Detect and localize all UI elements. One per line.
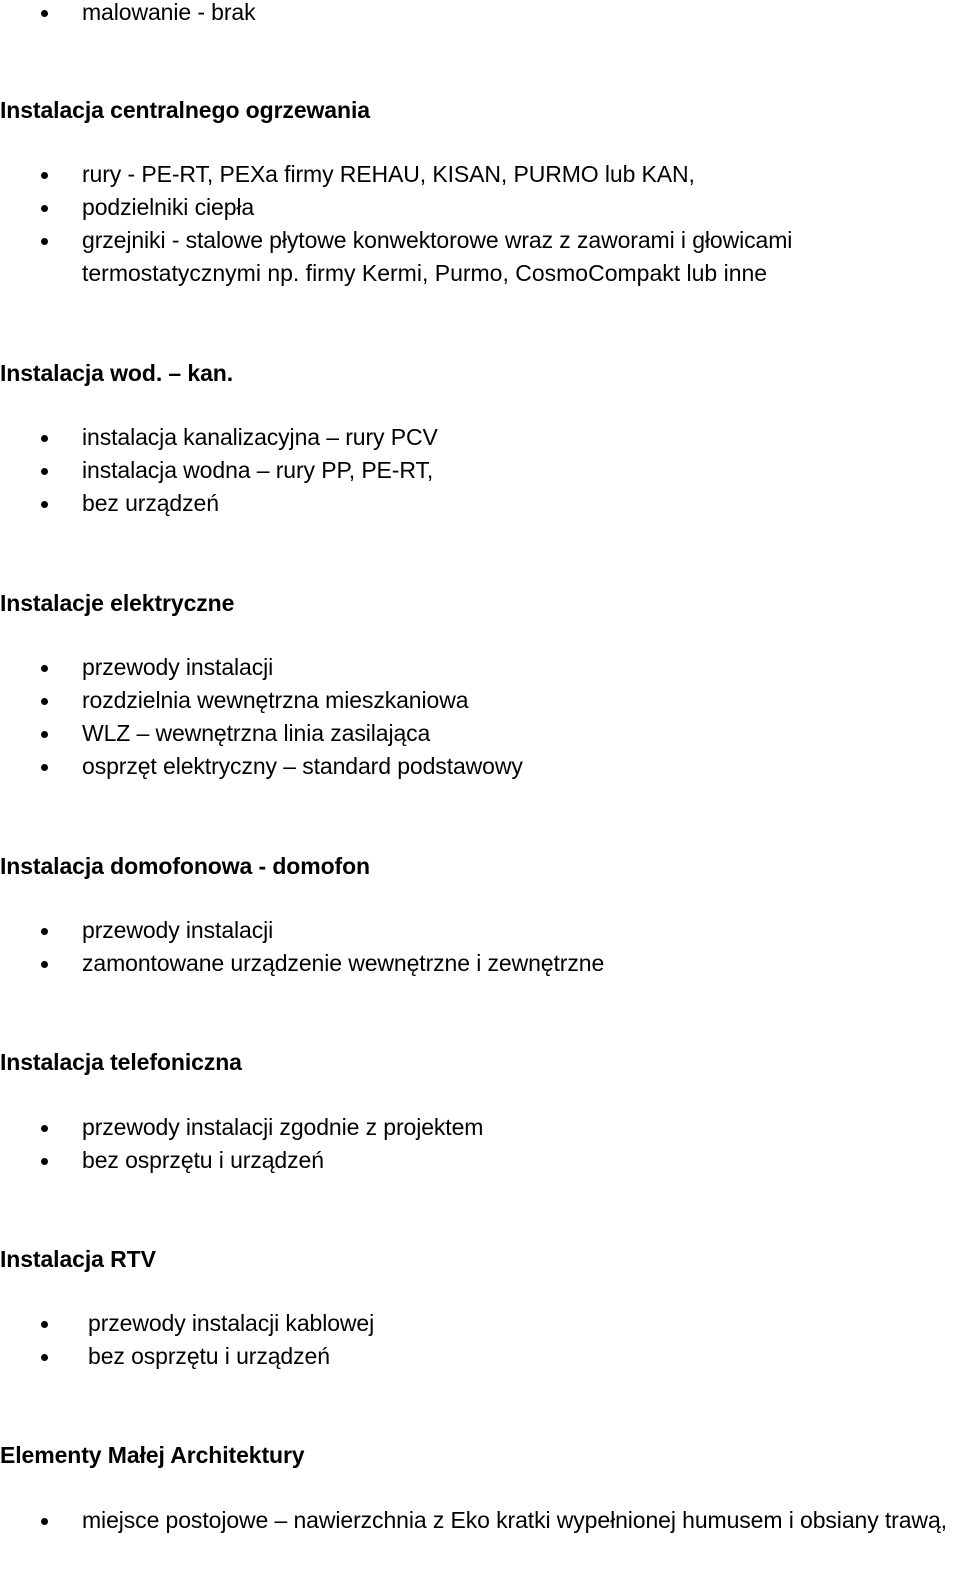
list-item: podzielniki ciepła <box>0 191 960 224</box>
section-heading-telephone: Instalacja telefoniczna <box>0 1049 242 1075</box>
electrical-list <box>0 651 960 783</box>
list-item: WLZ – wewnętrzna linia zasilająca <box>0 717 960 750</box>
top-list <box>0 0 960 29</box>
list-item: przewody instalacji zgodnie z projektem <box>0 1111 960 1144</box>
list-item: bez urządzeń <box>0 487 960 520</box>
central-heating-list <box>0 158 960 257</box>
section-heading-electrical: Instalacje elektryczne <box>0 590 235 616</box>
list-item: przewody instalacji <box>0 651 960 684</box>
water-sewage-list <box>0 421 960 520</box>
list-item: bez osprzętu i urządzeń <box>0 1340 960 1373</box>
section-heading-water-sewage: Instalacja wod. – kan. <box>0 360 233 386</box>
list-item: rury - PE-RT, PEXa firmy REHAU, KISAN, PURMO lub KAN, <box>0 158 960 191</box>
telephone-list <box>0 1111 960 1177</box>
section-heading-small-architecture: Elementy Małej Architektury <box>0 1442 305 1468</box>
intercom-list <box>0 914 960 980</box>
list-item: osprzęt elektryczny – standard podstawowy <box>0 750 960 783</box>
list-item: przewody instalacji <box>0 914 960 947</box>
section-heading-rtv: Instalacja RTV <box>0 1246 156 1272</box>
list-item: malowanie - brak <box>0 0 960 29</box>
list-item: miejsce postojowe – nawierzchnia z Eko kratki wypełnionej humusem i obsiany trawą, <box>0 1504 960 1537</box>
small-architecture-list <box>0 1504 960 1537</box>
section-heading-intercom: Instalacja domofonowa - domofon <box>0 853 371 879</box>
list-item-continuation: termostatycznymi np. firmy Kermi, Purmo, CosmoCompakt lub inne <box>82 260 768 286</box>
list-item: instalacja wodna – rury PP, PE-RT, <box>0 454 960 487</box>
list-item: rozdzielnia wewnętrzna mieszkaniowa <box>0 684 960 717</box>
list-item: grzejniki - stalowe płytowe konwektorowe wraz z zaworami i głowicami <box>0 224 960 257</box>
section-heading-central-heating: Instalacja centralnego ogrzewania <box>0 97 370 123</box>
list-item: zamontowane urządzenie wewnętrzne i zewnętrzne <box>0 947 960 980</box>
list-item: bez osprzętu i urządzeń <box>0 1144 960 1177</box>
list-item: instalacja kanalizacyjna – rury PCV <box>0 421 960 454</box>
rtv-list <box>0 1307 960 1373</box>
list-item: przewody instalacji kablowej <box>0 1307 960 1340</box>
